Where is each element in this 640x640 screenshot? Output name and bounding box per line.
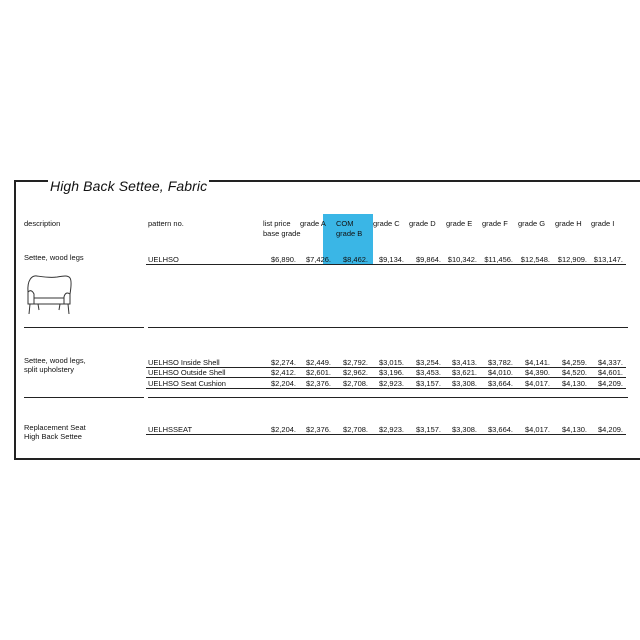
pattern-number: UELHSO	[148, 255, 179, 264]
header-grade-c: grade C	[373, 219, 400, 228]
price-cell: $4,017.	[524, 425, 550, 434]
header-com-line1: COM	[336, 219, 354, 228]
price-cell: $4,209.	[597, 425, 623, 434]
price-cell: $3,157.	[415, 425, 441, 434]
price-cell: $4,209.	[597, 379, 623, 388]
price-cell: $3,621.	[451, 368, 477, 377]
header-grade-a: grade A	[300, 219, 326, 228]
price-cell: $3,308.	[451, 379, 477, 388]
price-cell: $4,130.	[561, 425, 587, 434]
price-cell: $4,130.	[561, 379, 587, 388]
price-cell: $4,337.	[597, 358, 623, 367]
price-cell: $3,015.	[378, 358, 404, 367]
price-cell: $3,782.	[487, 358, 513, 367]
section-description-line2: split upholstery	[24, 365, 75, 374]
header-list-price-line1: list price	[263, 219, 291, 228]
row-underline	[146, 388, 626, 389]
header-com	[336, 219, 362, 239]
section-description-line1: Settee, wood legs,	[24, 356, 86, 365]
price-cell: $13,147.	[593, 255, 623, 264]
header-grade-g: grade G	[518, 219, 546, 228]
section-description	[24, 356, 86, 374]
price-cell: $2,204.	[270, 379, 296, 388]
price-cell: $2,204.	[270, 425, 296, 434]
price-cell: $2,923.	[378, 379, 404, 388]
price-cell: $3,413.	[451, 358, 477, 367]
pattern-number: UELHSO Outside Shell	[148, 368, 226, 377]
section-divider	[148, 397, 628, 398]
price-cell: $7,426.	[305, 255, 331, 264]
price-cell: $8,462.	[342, 255, 368, 264]
price-cell: $4,259.	[561, 358, 587, 367]
price-cell: $2,923.	[378, 425, 404, 434]
price-cell: $4,017.	[524, 379, 550, 388]
price-cell: $2,449.	[305, 358, 331, 367]
header-grade-d: grade D	[409, 219, 436, 228]
price-cell: $2,708.	[342, 425, 368, 434]
price-cell: $3,196.	[378, 368, 404, 377]
price-cell: $11,456.	[484, 255, 513, 264]
price-cell: $3,453.	[415, 368, 441, 377]
price-cell: $2,274.	[270, 358, 296, 367]
section-description-line1: Replacement Seat	[24, 423, 86, 432]
row-underline	[146, 434, 626, 435]
row-underline	[146, 264, 626, 265]
price-cell: $2,601.	[305, 368, 331, 377]
price-cell: $3,664.	[487, 425, 513, 434]
price-cell: $9,864.	[415, 255, 441, 264]
price-cell: $3,254.	[415, 358, 441, 367]
price-cell: $2,792.	[342, 358, 368, 367]
price-cell: $9,134.	[378, 255, 404, 264]
price-cell: $3,664.	[487, 379, 513, 388]
section-divider	[24, 397, 144, 398]
header-com-line2: grade B	[336, 229, 363, 238]
price-cell: $6,890.	[270, 255, 296, 264]
price-cell: $2,708.	[342, 379, 368, 388]
pattern-number: UELHSO Seat Cushion	[148, 379, 226, 388]
header-list-price	[263, 219, 301, 239]
price-cell: $10,342.	[447, 255, 477, 264]
section-description: Settee, wood legs	[24, 253, 84, 262]
header-grade-e: grade E	[446, 219, 473, 228]
price-cell: $2,412.	[270, 368, 296, 377]
header-list-price-line2: base grade	[263, 229, 301, 238]
price-cell: $4,601.	[597, 368, 623, 377]
price-cell: $4,520.	[561, 368, 587, 377]
price-cell: $4,390.	[524, 368, 550, 377]
header-grade-h: grade H	[555, 219, 582, 228]
price-cell: $2,376.	[305, 425, 331, 434]
price-cell: $2,376.	[305, 379, 331, 388]
price-cell: $4,010.	[487, 368, 513, 377]
section-divider	[24, 327, 144, 328]
section-divider	[148, 327, 628, 328]
header-grade-i: grade I	[591, 219, 615, 228]
price-cell: $3,308.	[451, 425, 477, 434]
price-cell: $12,909.	[557, 255, 587, 264]
price-cell: $4,141.	[524, 358, 550, 367]
pattern-number: UELHSO Inside Shell	[148, 358, 220, 367]
section-description	[24, 423, 86, 441]
price-cell: $3,157.	[415, 379, 441, 388]
header-description: description	[24, 219, 61, 228]
settee-image	[22, 266, 76, 324]
header-pattern-no: pattern no.	[148, 219, 184, 228]
row-underline	[146, 377, 626, 378]
price-cell: $12,548.	[520, 255, 550, 264]
page-title: High Back Settee, Fabric	[50, 178, 208, 194]
header-grade-f: grade F	[482, 219, 508, 228]
section-description-line2: High Back Settee	[24, 432, 82, 441]
price-cell: $2,962.	[342, 368, 368, 377]
pattern-number: UELHSSEAT	[148, 425, 193, 434]
